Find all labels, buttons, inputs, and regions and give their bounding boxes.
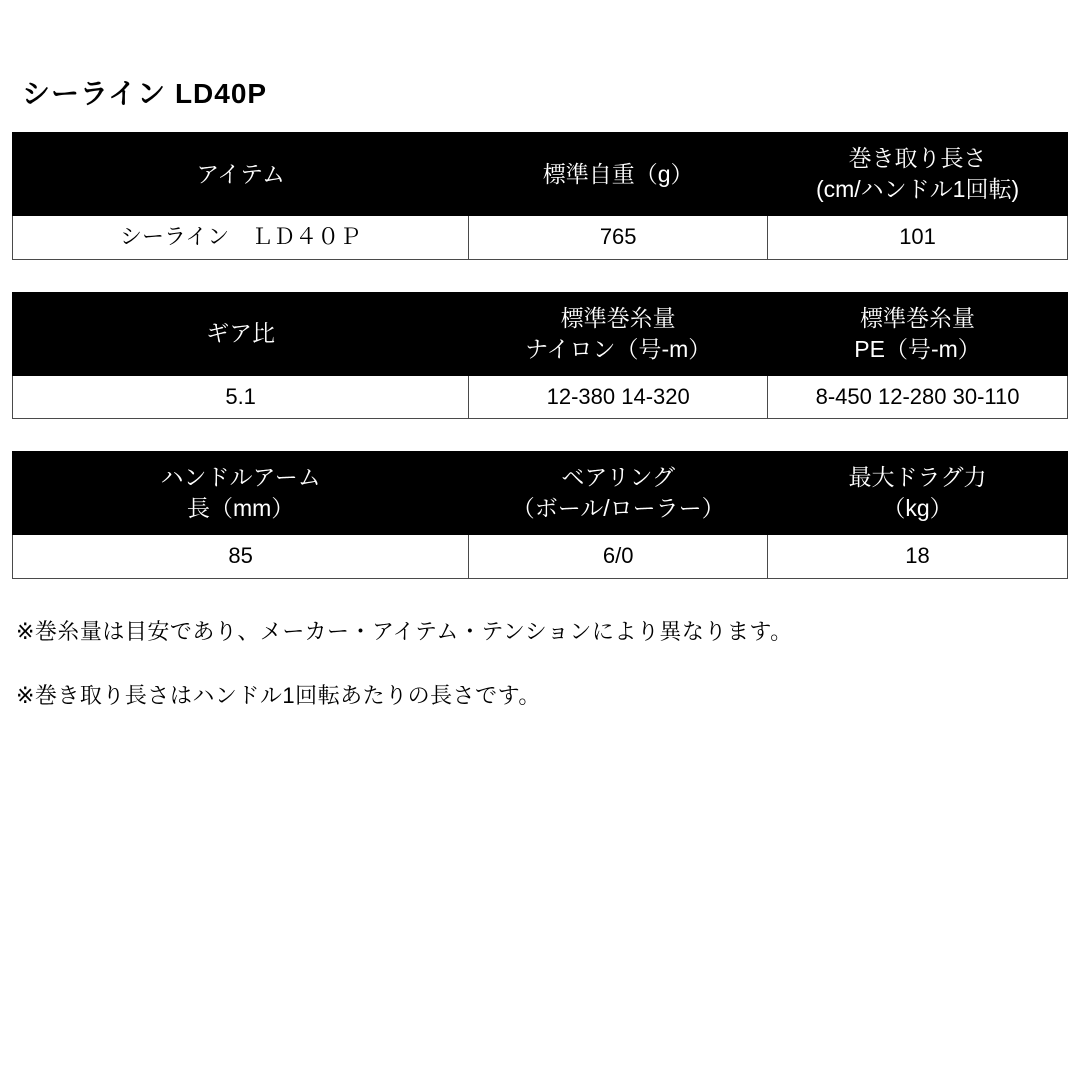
header-line-2: （ボール/ローラー） [511, 495, 725, 522]
header-line-1: 標準巻糸量 [860, 304, 976, 331]
column-header-line-capacity-nylon [469, 292, 768, 375]
note-retrieve-length: ※巻き取り長さはハンドル1回転あたりの長さです。 [16, 682, 541, 708]
header-line-2: (cm/ハンドル1回転) [815, 176, 1020, 203]
column-header-handle-arm-length [13, 452, 469, 535]
column-header-retrieve-length [768, 133, 1068, 216]
table-body [13, 216, 1068, 260]
table-header-row [13, 292, 1068, 375]
column-header-line-capacity-pe [768, 292, 1068, 375]
table-header-row [13, 133, 1068, 216]
column-header-bearings [469, 452, 768, 535]
header-line-1: アイテム [196, 160, 286, 187]
table-header [13, 292, 1068, 375]
spec-table-gear-line [12, 292, 1068, 420]
header-line-1: 標準自重（g） [542, 160, 694, 187]
table-header-row [13, 452, 1068, 535]
table-row [13, 375, 1068, 419]
header-line-2: （kg） [882, 495, 953, 522]
cell-bearings: 6/0 [469, 535, 768, 579]
cell-line-capacity-nylon: 12-380 14-320 [469, 375, 768, 419]
header-line-1: 最大ドラグ力 [848, 464, 987, 491]
table-row [13, 535, 1068, 579]
cell-item: シーライン ＬＤ４０Ｐ [13, 216, 469, 260]
header-line-1: ギア比 [206, 320, 276, 347]
spec-table-basic [12, 132, 1068, 260]
header-line-2: PE（号-m） [854, 335, 981, 362]
column-header-weight [469, 133, 768, 216]
column-header-max-drag [768, 452, 1068, 535]
column-header-gear-ratio [13, 292, 469, 375]
cell-gear-ratio: 5.1 [13, 375, 469, 419]
table-body [13, 535, 1068, 579]
cell-max-drag: 18 [768, 535, 1068, 579]
cell-retrieve-length: 101 [768, 216, 1068, 260]
cell-handle-arm-length: 85 [13, 535, 469, 579]
header-line-2: ナイロン（号-m） [525, 335, 712, 362]
header-line-1: 巻き取り長さ [848, 145, 987, 171]
column-header-item [13, 133, 469, 216]
header-line-2: 長（mm） [186, 495, 295, 522]
header-line-1: ハンドルアーム [160, 464, 321, 491]
page-title: シーライン LD40P [22, 78, 268, 109]
cell-line-capacity-pe: 8-450 12-280 30-110 [768, 375, 1068, 419]
spec-table-handle-bearing-drag [12, 451, 1068, 579]
header-line-1: ベアリング [561, 464, 675, 491]
table-body [13, 375, 1068, 419]
table-header [13, 452, 1068, 535]
note-line-capacity: ※巻糸量は目安であり、メーカー・アイテム・テンションにより異なります。 [16, 619, 793, 645]
cell-weight: 765 [469, 216, 768, 260]
notes-section [16, 611, 1068, 717]
table-header [13, 133, 1068, 216]
header-line-1: 標準巻糸量 [560, 304, 676, 331]
table-row [13, 216, 1068, 260]
